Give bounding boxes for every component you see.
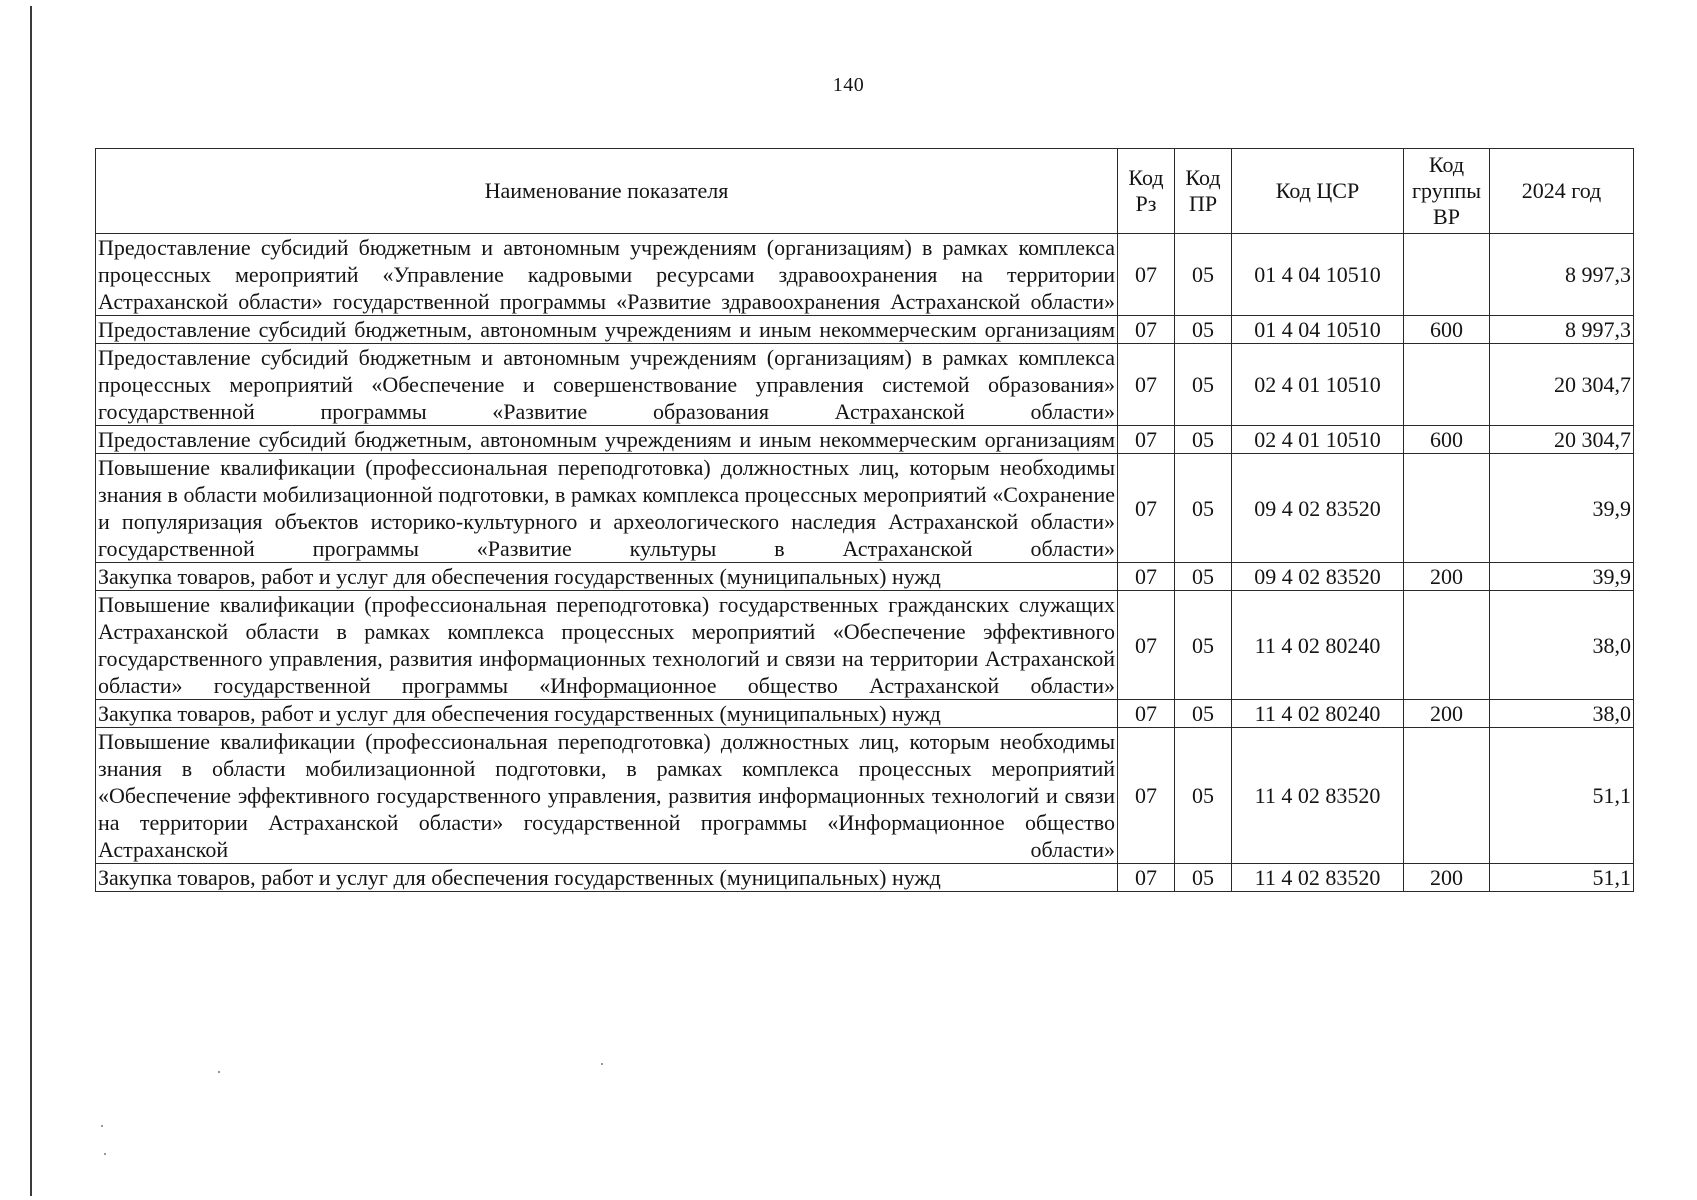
row-csr: 01 4 04 10510 — [1232, 316, 1404, 344]
row-csr: 09 4 02 83520 — [1232, 563, 1404, 591]
row-pr: 05 — [1175, 234, 1232, 316]
row-vr — [1404, 344, 1490, 426]
header-vr: Код группы ВР — [1404, 149, 1490, 234]
row-name: Предоставление субсидий бюджетным, автономным учреждениям и иным некоммерческим организациям — [96, 426, 1118, 454]
table-row — [96, 864, 1634, 892]
row-csr: 02 4 01 10510 — [1232, 426, 1404, 454]
row-vr — [1404, 234, 1490, 316]
table-row — [96, 591, 1634, 700]
row-vr: 200 — [1404, 700, 1490, 728]
row-csr: 01 4 04 10510 — [1232, 234, 1404, 316]
table-header-row — [96, 149, 1634, 234]
row-rz: 07 — [1118, 864, 1175, 892]
row-amount: 8 997,3 — [1490, 234, 1634, 316]
row-name: Закупка товаров, работ и услуг для обеспечения государственных (муниципальных) нужд — [96, 563, 1118, 591]
row-pr: 05 — [1175, 344, 1232, 426]
row-amount: 51,1 — [1490, 728, 1634, 864]
row-pr: 05 — [1175, 591, 1232, 700]
row-name: Повышение квалификации (профессиональная переподготовка) должностных лиц, которым необходимы знания в области мобилизационной подготовки, в рамках комплекса процессных мероприятий «Обеспечение эффективного государственного управления, развития информационных технологий и связи на территории Астраханской области» государственной программы «Информационное общество Астраханской области» — [96, 728, 1118, 864]
row-pr: 05 — [1175, 700, 1232, 728]
row-rz: 07 — [1118, 344, 1175, 426]
row-rz: 07 — [1118, 563, 1175, 591]
row-name: Закупка товаров, работ и услуг для обеспечения государственных (муниципальных) нужд — [96, 864, 1118, 892]
budget-table — [95, 148, 1634, 892]
header-year: 2024 год — [1490, 149, 1634, 234]
header-name: Наименование показателя — [96, 149, 1118, 234]
table-row — [96, 728, 1634, 864]
row-pr: 05 — [1175, 454, 1232, 563]
header-rz: Код Рз — [1118, 149, 1175, 234]
table-row — [96, 454, 1634, 563]
row-vr — [1404, 454, 1490, 563]
table-row — [96, 344, 1634, 426]
row-csr: 09 4 02 83520 — [1232, 454, 1404, 563]
row-csr: 02 4 01 10510 — [1232, 344, 1404, 426]
page-number: 140 — [832, 74, 865, 96]
row-vr: 200 — [1404, 864, 1490, 892]
row-pr: 05 — [1175, 426, 1232, 454]
row-vr: 600 — [1404, 426, 1490, 454]
row-pr: 05 — [1175, 728, 1232, 864]
row-amount: 8 997,3 — [1490, 316, 1634, 344]
row-csr: 11 4 02 80240 — [1232, 591, 1404, 700]
row-pr: 05 — [1175, 316, 1232, 344]
row-name: Закупка товаров, работ и услуг для обеспечения государственных (муниципальных) нужд — [96, 700, 1118, 728]
binding-margin-line — [30, 6, 32, 1196]
row-csr: 11 4 02 83520 — [1232, 864, 1404, 892]
row-csr: 11 4 02 83520 — [1232, 728, 1404, 864]
row-rz: 07 — [1118, 234, 1175, 316]
row-vr — [1404, 728, 1490, 864]
row-pr: 05 — [1175, 563, 1232, 591]
row-csr: 11 4 02 80240 — [1232, 700, 1404, 728]
row-vr — [1404, 591, 1490, 700]
row-amount: 20 304,7 — [1490, 344, 1634, 426]
row-amount: 38,0 — [1490, 700, 1634, 728]
row-rz: 07 — [1118, 426, 1175, 454]
row-name: Предоставление субсидий бюджетным, автономным учреждениям и иным некоммерческим организациям — [96, 316, 1118, 344]
row-vr: 600 — [1404, 316, 1490, 344]
row-amount: 39,9 — [1490, 563, 1634, 591]
row-rz: 07 — [1118, 728, 1175, 864]
row-amount: 20 304,7 — [1490, 426, 1634, 454]
row-pr: 05 — [1175, 864, 1232, 892]
row-name: Предоставление субсидий бюджетным и автономным учреждениям (организациям) в рамках комплекса процессных мероприятий «Обеспечение и совершенствование управления системой образования» государственной программы «Развитие образования Астраханской области» — [96, 344, 1118, 426]
table-row — [96, 563, 1634, 591]
row-name: Предоставление субсидий бюджетным и автономным учреждениям (организациям) в рамках комплекса процессных мероприятий «Управление кадровыми ресурсами здравоохранения на территории Астраханской области» государственной программы «Развитие здравоохранения Астраханской области» — [96, 234, 1118, 316]
row-name: Повышение квалификации (профессиональная переподготовка) государственных гражданских служащих Астраханской области в рамках комплекса процессных мероприятий «Обеспечение эффективного государственного управления, развития информационных технологий и связи на территории Астраханской области» государственной программы «Информационное общество Астраханской области» — [96, 591, 1118, 700]
row-rz: 07 — [1118, 700, 1175, 728]
row-vr: 200 — [1404, 563, 1490, 591]
row-amount: 51,1 — [1490, 864, 1634, 892]
header-pr: Код ПР — [1175, 149, 1232, 234]
row-rz: 07 — [1118, 454, 1175, 563]
row-name: Повышение квалификации (профессиональная переподготовка) должностных лиц, которым необходимы знания в области мобилизационной подготовки, в рамках комплекса процессных мероприятий «Сохранение и популяризация объектов историко-культурного и археологического наследия Астраханской области» государственной программы «Развитие культуры в Астраханской области» — [96, 454, 1118, 563]
table-row — [96, 316, 1634, 344]
row-amount: 39,9 — [1490, 454, 1634, 563]
table-row — [96, 700, 1634, 728]
row-amount: 38,0 — [1490, 591, 1634, 700]
table-row — [96, 234, 1634, 316]
header-csr: Код ЦСР — [1232, 149, 1404, 234]
table-row — [96, 426, 1634, 454]
row-rz: 07 — [1118, 591, 1175, 700]
row-rz: 07 — [1118, 316, 1175, 344]
